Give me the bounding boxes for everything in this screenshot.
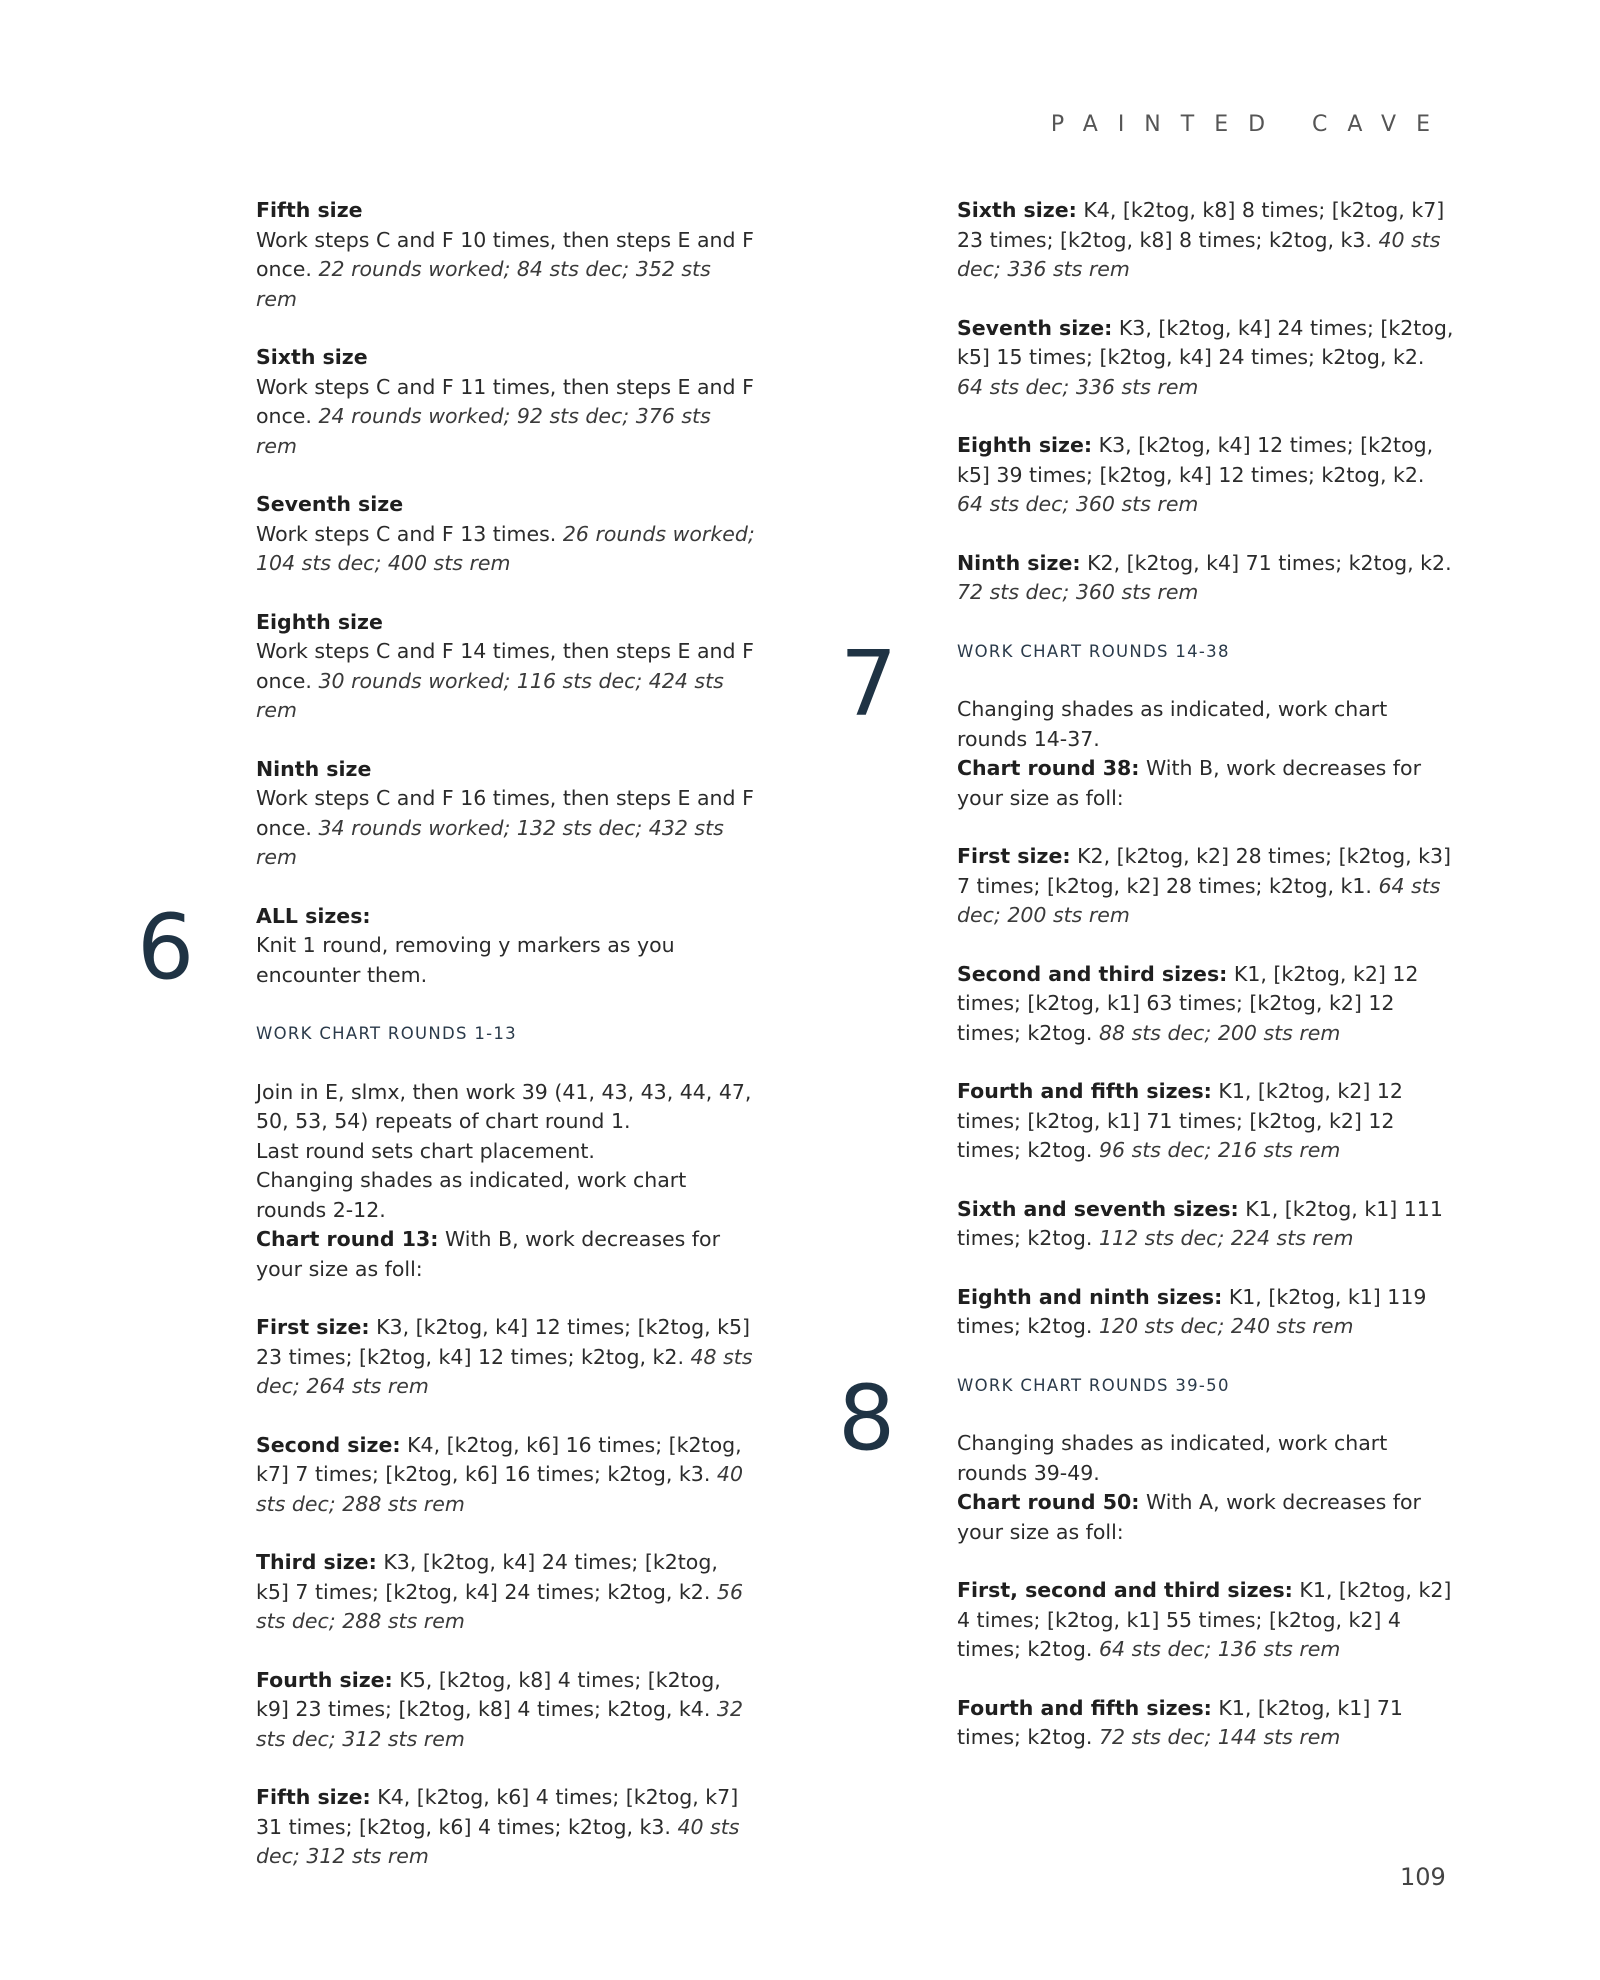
chart-round-text: With B, work decreases for your size as foll: [957, 756, 1421, 810]
size-result: 22 rounds worked; 84 sts dec; 352 sts rem [256, 257, 711, 311]
size-instructions: K4, [k2tog, k6] 16 times; [k2tog, k7] 7 times; [k2tog, k6] 16 times; k2tog, k3. [256, 1432, 742, 1486]
step-number-6: 6 [137, 895, 195, 1000]
size-instructions: Work steps C and F 13 times. [256, 521, 557, 546]
step-intro-line: Join in E, slmx, then work 39 (41, 43, 43, 44, 47, 50, 53, 54) repeats of chart round 1. [256, 1079, 752, 1133]
size-block [256, 1666, 756, 1755]
size-label: Third size: [256, 1550, 377, 1574]
size-block [957, 960, 1457, 1049]
size-result: 48 sts dec; 264 sts rem [256, 1344, 753, 1398]
size-block [256, 1548, 756, 1637]
size-heading: Ninth size [256, 756, 372, 781]
size-result: 32 sts dec; 312 sts rem [256, 1697, 743, 1751]
step-number-8: 8 [838, 1366, 896, 1471]
size-instructions: K1, [k2tog, k2] 12 times; [k2tog, k1] 63 times; [k2tog, k2] 12 times; k2tog. [957, 961, 1419, 1045]
step-6-heading: WORK CHART ROUNDS 1-13 [256, 1024, 517, 1043]
size-block [957, 842, 1457, 931]
size-label: First size: [256, 1315, 370, 1339]
size-heading: Sixth size [256, 345, 368, 369]
size-block [957, 1576, 1457, 1665]
size-label: Second and third sizes: [957, 961, 1228, 986]
size-result: 112 sts dec; 224 sts rem [1098, 1226, 1354, 1250]
size-instructions: Work steps C and F 10 times, then steps E and F once. [256, 227, 754, 281]
size-result: 40 sts dec; 336 sts rem [957, 227, 1441, 281]
size-block [957, 1694, 1457, 1753]
step-number-7: 7 [840, 632, 898, 737]
size-instructions: Work steps C and F 16 times, then steps E and F once. [256, 786, 754, 840]
size-instructions: K4, [k2tog, k6] 4 times; [k2tog, k7] 31 times; [k2tog, k6] 4 times; k2tog, k3. [256, 1785, 739, 1839]
size-instructions: Work steps C and F 11 times, then steps E and F once. [256, 374, 754, 428]
step-7-heading: WORK CHART ROUNDS 14-38 [957, 641, 1230, 661]
size-block [957, 314, 1457, 403]
step-6-intro [256, 1078, 756, 1285]
size-label: Sixth size: [957, 198, 1077, 222]
size-block [256, 1313, 756, 1402]
size-label: Eighth size: [957, 433, 1093, 457]
size-instructions: K5, [k2tog, k8] 4 times; [k2tog, k9] 23 times; [k2tog, k8] 4 times; k2tog, k4. [256, 1667, 721, 1721]
size-result: 88 sts dec; 200 sts rem [1098, 1020, 1341, 1045]
size-instructions: K1, [k2tog, k1] 111 times; k2tog. [957, 1196, 1443, 1250]
size-block [957, 549, 1457, 608]
ninth-size-block [256, 755, 756, 873]
chart-round-text: With B, work decreases for your size as foll: [256, 1227, 720, 1281]
size-heading: Fifth size [256, 198, 363, 222]
size-result: 34 rounds worked; 132 sts dec; 432 sts rem [256, 815, 724, 869]
left-column [256, 196, 756, 1901]
size-result: 64 sts dec; 360 sts rem [957, 492, 1199, 516]
size-instructions: K3, [k2tog, k4] 24 times; [k2tog, k5] 7 times; [k2tog, k4] 24 times; k2tog, k2. [256, 1550, 718, 1604]
step-7-intro [957, 695, 1457, 813]
size-result: 96 sts dec; 216 sts rem [1098, 1138, 1341, 1162]
size-label: Sixth and seventh sizes: [957, 1196, 1239, 1221]
size-block [256, 1783, 756, 1872]
size-result: 72 sts dec; 144 sts rem [1098, 1725, 1341, 1749]
size-result: 64 sts dec; 200 sts rem [957, 873, 1441, 927]
size-result: 72 sts dec; 360 sts rem [957, 580, 1199, 604]
size-instructions: K3, [k2tog, k4] 12 times; [k2tog, k5] 39 times; [k2tog, k4] 12 times; k2tog, k2. [957, 433, 1434, 487]
size-instructions: Knit 1 round, removing y markers as you encounter them. [256, 933, 675, 987]
size-instructions: K1, [k2tog, k1] 119 times; k2tog. [957, 1284, 1427, 1338]
size-block [957, 1195, 1457, 1254]
size-label: Fourth and fifth sizes: [957, 1695, 1212, 1720]
size-instructions: K4, [k2tog, k8] 8 times; [k2tog, k7] 23 times; [k2tog, k8] 8 times; k2tog, k3. [957, 198, 1445, 252]
size-result: 56 sts dec; 288 sts rem [256, 1579, 743, 1633]
size-label: First size: [957, 844, 1071, 868]
right-column [957, 196, 1457, 1782]
size-result: 24 rounds worked; 92 sts dec; 376 sts rem [256, 404, 711, 458]
chart-round-label: Chart round 13: [256, 1227, 439, 1251]
size-result: 30 rounds worked; 116 sts dec; 424 sts rem [256, 668, 724, 722]
size-block [256, 1431, 756, 1520]
step-8-intro [957, 1429, 1457, 1547]
fifth-size-block [256, 196, 756, 314]
eighth-size-block [256, 608, 756, 726]
size-label: Seventh size: [957, 315, 1113, 340]
size-label: First, second and third sizes: [957, 1578, 1293, 1602]
size-block [957, 1077, 1457, 1166]
size-label: Second size: [256, 1432, 401, 1457]
chart-round-label: Chart round 50: [957, 1490, 1140, 1514]
size-instructions: Work steps C and F 14 times, then steps E and F once. [256, 639, 754, 693]
size-heading: Eighth size [256, 609, 383, 634]
chart-round-label: Chart round 38: [957, 756, 1140, 780]
size-instructions: K1, [k2tog, k2] 12 times; [k2tog, k1] 71 times; [k2tog, k2] 12 times; k2tog. [957, 1079, 1403, 1162]
size-label: Ninth size: [957, 550, 1081, 575]
size-result: 64 sts dec; 336 sts rem [957, 374, 1199, 399]
size-instructions: K2, [k2tog, k4] 71 times; k2tog, k2. [1087, 550, 1452, 575]
chart-round-text: With A, work decreases for your size as foll: [957, 1490, 1421, 1544]
size-instructions: K3, [k2tog, k4] 12 times; [k2tog, k5] 23 times; [k2tog, k4] 12 times; k2tog, k2. [256, 1315, 751, 1369]
size-block [957, 1283, 1457, 1342]
size-instructions: K1, [k2tog, k2] 4 times; [k2tog, k1] 55 times; [k2tog, k2] 4 times; k2tog. [957, 1578, 1452, 1661]
size-label: Fourth and fifth sizes: [957, 1079, 1212, 1103]
size-result: 40 sts dec; 288 sts rem [256, 1462, 743, 1516]
size-result: 40 sts dec; 312 sts rem [256, 1814, 740, 1868]
sixth-size-block [256, 343, 756, 461]
size-result: 64 sts dec; 136 sts rem [1098, 1637, 1341, 1661]
size-heading: Seventh size [256, 492, 404, 516]
step-intro-line: Changing shades as indicated, work chart rounds 39-49. [957, 1431, 1388, 1485]
size-instructions: K3, [k2tog, k4] 24 times; [k2tog, k5] 15 times; [k2tog, k4] 24 times; k2tog, k2. [957, 315, 1454, 369]
page-number: 109 [1400, 1863, 1446, 1891]
running-head: PAINTED CAVE [1050, 112, 1450, 137]
step-intro-line: Changing shades as indicated, work chart rounds 2-12. [256, 1168, 687, 1222]
size-instructions: K1, [k2tog, k1] 71 times; k2tog. [957, 1695, 1403, 1749]
size-instructions: K2, [k2tog, k2] 28 times; [k2tog, k3] 7 times; [k2tog, k2] 28 times; k2tog, k1. [957, 844, 1452, 898]
size-result: 120 sts dec; 240 sts rem [1098, 1314, 1354, 1338]
size-label: Fifth size: [256, 1785, 371, 1809]
size-result: 26 rounds worked; 104 sts dec; 400 sts rem [256, 521, 755, 575]
size-label: Fourth size: [256, 1667, 393, 1692]
step-intro-line: Changing shades as indicated, work chart rounds 14-37. [957, 697, 1388, 751]
size-block [957, 431, 1457, 520]
all-sizes-block [256, 902, 756, 991]
size-heading: ALL sizes: [256, 903, 371, 928]
size-label: Eighth and ninth sizes: [957, 1284, 1223, 1309]
step-8-heading: WORK CHART ROUNDS 39-50 [957, 1375, 1230, 1395]
size-block [957, 196, 1457, 285]
seventh-size-block [256, 490, 756, 579]
step-intro-line: Last round sets chart placement. [256, 1138, 595, 1163]
